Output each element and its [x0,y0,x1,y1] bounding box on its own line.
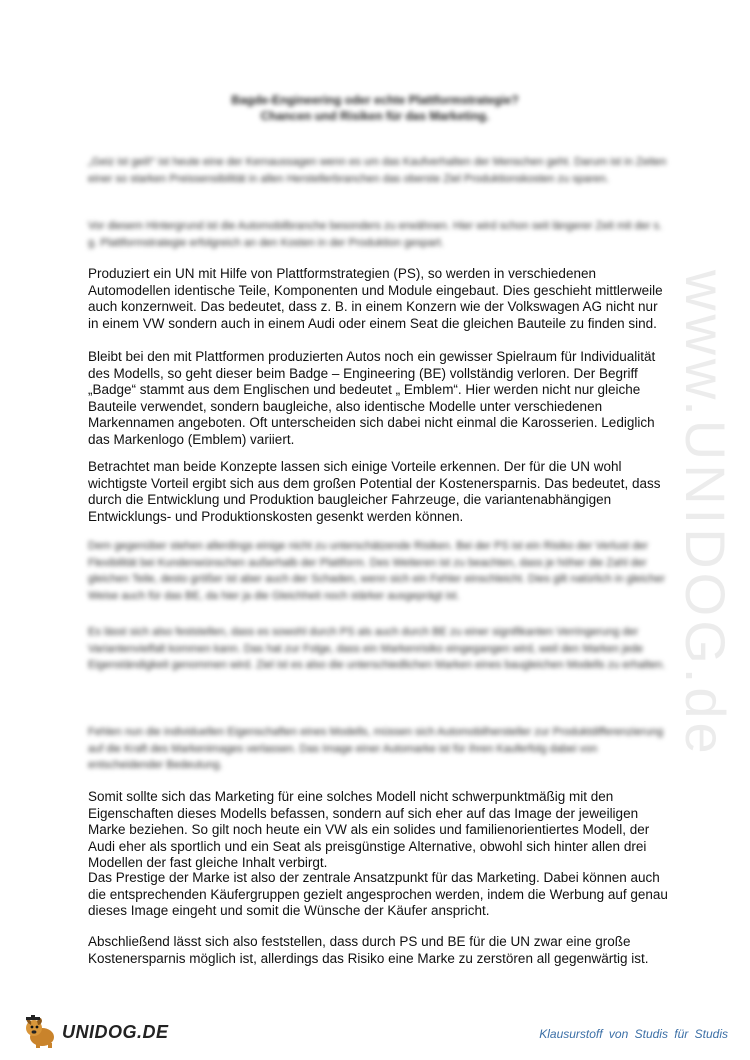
title-line-1: Bagde-Engineering oder echte Plattformstrategie? [231,93,519,107]
paragraph-marketing: Somit sollte sich das Marketing für eine solches Modell nicht schwerpunktmäßig mit den Eigenschaften dieses Modells befassen, sondern auf sich eher auf das Image der jeweiligen Marke beziehen. So gilt noch heute ein VW als ein solides und familienorientiertes Modell, der Audi eher als sportlich und ein Seat als preisgünstige Alternative, obwohl sich hinter allen drei Modellen der fast gleiche Inhalt verbirgt. [88,789,650,871]
watermark-text: www.UNIDOG.de [674,270,737,758]
paragraph-vorteile: Betrachtet man beide Konzepte lassen sich einige Vorteile erkennen. Der für die UN wohl wichtigste Vorteil ergibt sich aus dem großen Potential der Kostenersparnis. Das bedeutet, dass durch die Entwicklung und Produktion baugleicher Fahrzeuge, die variantenabhängigen Entwicklungs- und Produktionskosten gesenkt werden können. [88,459,661,524]
paragraph-plattformstrategie: Produziert ein UN mit Hilfe von Plattformstrategien (PS), so werden in verschiedenen Automodellen identische Teile, Komponenten und Module eingebaut. Dies geschieht mittlerweile auch konzernweit. Das bedeutet, dass z. B. in einem Konzern wie der Volkswagen AG nicht nur in einem VW sondern auch in einem Audi oder einem Seat die gleichen Bauteile zu finden sind. [88,266,663,331]
paragraph-badge-engineering: Bleibt bei den mit Plattformen produzierten Autos noch ein gewisser Spielraum für Individualität des Modells, so geht dieser beim Badge – Engineering (BE) vollständig verloren. Der Begriff „Badge“ stammt aus dem Englischen und bedeutet „ Emblem“. Hier werden nicht nur gleiche Bauteile verwendet, sondern baugleiche, also identische Modelle unter verschiedenen Markennamen angeboten. Oft unterscheiden sich dabei nicht einmal die Karosserien. Lediglich das Markenlogo (Emblem) variiert. [88,349,656,447]
paragraph-risiken: Dem gegenüber stehen allerdings einige nicht zu unterschätzende Risiken. Bei der PS ist ein Risiko der Verlust der Flexibilität bei Kundenwünschen außerhalb der Plattform. Des Weiteren ist zu beachten, dass je höher die Zahl der gleichen Teile, desto größer ist aber auch der Schaden, wenn sich ein Fehler einschleicht. Dies gilt natürlich in gleicher Weise auch für das BE, da hier ja die Gleichheit noch stärker ausgeprägt ist. [88,540,666,602]
dog-mascot-icon [22,1015,60,1049]
footer-tagline: Klausurstoff von Studis für Studis [539,1027,728,1041]
paragraph-intro: „Geiz ist geil!“ ist heute eine der Kernaussagen wenn es um das Kaufverhalten der Menschen geht. Darum ist in Zeiten einer so starken Preissensibilität in allen Herstellerbranchen das oberste Ziel Produktionskosten zu sparen. [88,156,667,185]
paragraph-prestige: Das Prestige der Marke ist also der zentrale Ansatzpunkt für das Marketing. Dabei können auch die entsprechenden Käufergruppen gezielt angesprochen werden, indem die Werbung auf genau dieses Image eingeht und somit die Wünsche der Käufer anspricht. [88,870,668,919]
paragraph-feststellung: Es lässt sich also feststellen, dass es sowohl durch PS als auch durch BE zu einer signifikanten Verringerung der Variantenvielfalt kommen kann. Das hat zur Folge, dass ein Markenrisiko eingegangen wird, weil den Marken jede Eigenständigkeit genommen wird. Ziel ist es also die unterschiedlichen Marken eines baugleichen Modells zu erhalten. [88,626,666,672]
unidog-logo[interactable] [22,1014,169,1050]
paragraph-markenimage: Fehlen nun die individuellen Eigenschaften eines Modells, müssen sich Automobilhersteller zur Produktdifferenzierung auf die Kraft des Markenimages verlassen. Das Image einer Automarke ist für ihren Kauferfolg dabei von entscheidender Bedeutung. [88,726,664,772]
title-line-2: Chancen und Risiken für das Marketing. [260,109,490,123]
watermark [674,270,746,758]
document-title [0,92,750,124]
paragraph-background: Vor diesem Hintergrund ist die Automobilbranche besonders zu erwähnen. Hier wird schon seit längerer Zeit mit der s. g. Plattformstrategie erfolgreich an den Kosten in der Produktion gespart. [88,220,663,249]
paragraph-fazit: Abschließend lässt sich also feststellen, dass durch PS und BE für die UN zwar eine große Kostenersparnis möglich ist, allerdings das Risiko eine Marke zu zerstören all gegenwärtig ist. [88,934,649,966]
logo-text: UNIDOG.DE [62,1021,169,1042]
